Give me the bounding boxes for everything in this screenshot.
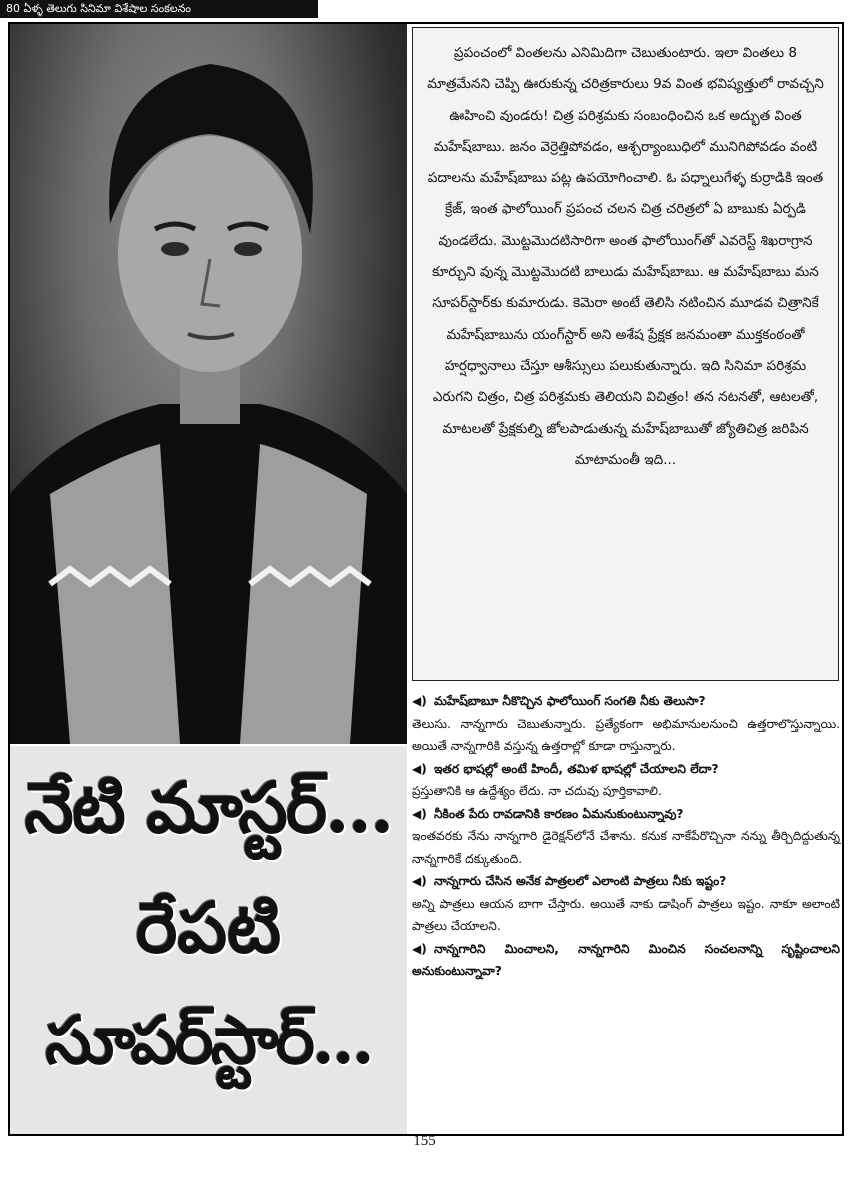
intro-box bbox=[409, 24, 842, 684]
intro-panel bbox=[412, 27, 839, 681]
header-strip: 80 ఏళ్ళ తెలుగు సినిమా విశేషాల సంకలనం bbox=[0, 0, 318, 18]
headline-box bbox=[10, 746, 407, 1134]
answer-2: ప్రస్తుతానికి ఆ ఉద్దేశ్యం లేదు. నా చదువు పూర్తికావాలి. bbox=[412, 784, 662, 798]
question-2 bbox=[412, 758, 840, 781]
intro-paragraph: ప్రపంచంలో వింతలను ఎనిమిదిగా చెబుతుంటారు. ఇలా వింతలు 8 మాత్రమేనని చెప్పి ఊరుకున్న చరిత్రకారులు 9వ వింత భవిష్యత్తులో రావచ్చని ఊహించి వుండరు! చిత్ర పరిశ్రమకు సంబంధించిన ఒక అద్భుత వింత మహేష్‌బాబు. జనం వెర్రెత్తిపోవడం, ఆశ్చర్యాంబుధిలో మునిగిపోవడం వంటి పదాలను మహేష్‌బాబు పట్ల ఉపయోగించాలి. ఓ పధ్నాలుగేళ్ళ కుర్రాడికి ఇంత క్రేజ్, ఇంత ఫాలోయింగ్ ప్రపంచ చలన చిత్ర చరిత్రలో ఏ బాబుకు ఏర్పడి వుండలేదు. మొట్టమొదటిసారిగా అంత ఫాలోయింగ్‌తో ఎవరెస్ట్ శిఖరాగ్రాన కూర్చుని వున్న మొట్టమొదటి బాలుడు మహేష్‌బాబు. ఆ మహేష్‌బాబు మన సూపర్‌స్టార్‌కు కుమారుడు. కెమెరా అంటే తెలిసి నటించిన మూడవ చిత్రానికే మహేష్‌బాబును యంగ్‌స్టార్ అని అశేష ప్రేక్షక జనమంతా ముక్తకంఠంతో హర్షధ్వానాలు చేస్తూ ఆశీస్సులు పలుకుతున్నారు. ఇది సినిమా పరిశ్రమ ఎరుగని చిత్రం, చిత్ర పరిశ్రమకు తెలియని విచిత్రం! తన నటనతో, ఆటలతో, మాటలతో ప్రేక్షకుల్ని జోలపాడుతున్న మహేష్‌బాబుతో జ్యోతిచిత్ర జరిపిన మాటామంతీ ఇది... bbox=[427, 45, 824, 468]
interview-qa bbox=[412, 690, 840, 1130]
question-text: నీకింత పేరు రావడానికి కారణం ఏమనుకుంటున్నావు? bbox=[434, 806, 684, 821]
megaphone-icon: ◀) bbox=[412, 941, 427, 956]
megaphone-icon: ◀) bbox=[412, 694, 427, 708]
megaphone-icon: ◀) bbox=[412, 806, 427, 821]
question-text: మహేష్‌బాబూ నీకొచ్చిన ఫాలోయింగ్ సంగతి నీకు తెలుసా? bbox=[434, 694, 706, 708]
headline-line-3: సూపర్‌స్టార్... bbox=[45, 1001, 372, 1079]
headline-line-1: నేటి మాస్టర్... bbox=[24, 766, 393, 849]
question-4 bbox=[412, 870, 840, 893]
megaphone-icon: ◀) bbox=[412, 874, 427, 888]
answer-3: ఇంతవరకు నేను నాన్నగారి డైరెక్షన్‌లోనే చేశాను. కనుక నాకేపేరొచ్చినా నన్ను తీర్చిదిద్దుతున్న నాన్నగారికే దక్కుతుంది. bbox=[412, 829, 840, 866]
question-text: ఇతర భాషల్లో అంటే హిందీ, తమిళ భాషల్లో చేయాలని లేదా? bbox=[434, 761, 719, 776]
megaphone-icon: ◀) bbox=[412, 761, 427, 776]
question-text: నాన్నగారు చేసిన అనేక పాత్రలలో ఎలాంటి పాత్రలు నీకు ఇష్టం? bbox=[434, 874, 727, 888]
answer-1: తెలుసు. నాన్నగారు చెబుతున్నారు. ప్రత్యేకంగా అభిమానులనుంచి ఉత్తరాలొస్తున్నాయి. అయితే నాన్నగారికి వస్తున్న ఉత్తరాల్లో కూడా రాస్తున్నారు. bbox=[412, 716, 840, 753]
page-number: 155 bbox=[413, 1133, 436, 1149]
answer-4: అన్ని పాత్రలు ఆయన బాగా చేస్తారు. అయితే నాకు డాషింగ్ పాత్రలు ఇష్టం. నాకూ అలాంటి పాత్రలు చేయాలని. bbox=[412, 896, 840, 933]
portrait-illustration bbox=[10, 24, 407, 744]
portrait-photo bbox=[10, 24, 407, 744]
headline-line-2: రేపటి bbox=[135, 886, 282, 969]
question-3 bbox=[412, 803, 840, 826]
question-1 bbox=[412, 690, 840, 713]
question-5 bbox=[412, 938, 840, 983]
question-text: నాన్నగారిని మించాలని, నాన్నగారిని మించిన సంచలనాన్ని సృష్టించాలని అనుకుంటున్నావా? bbox=[412, 941, 840, 978]
